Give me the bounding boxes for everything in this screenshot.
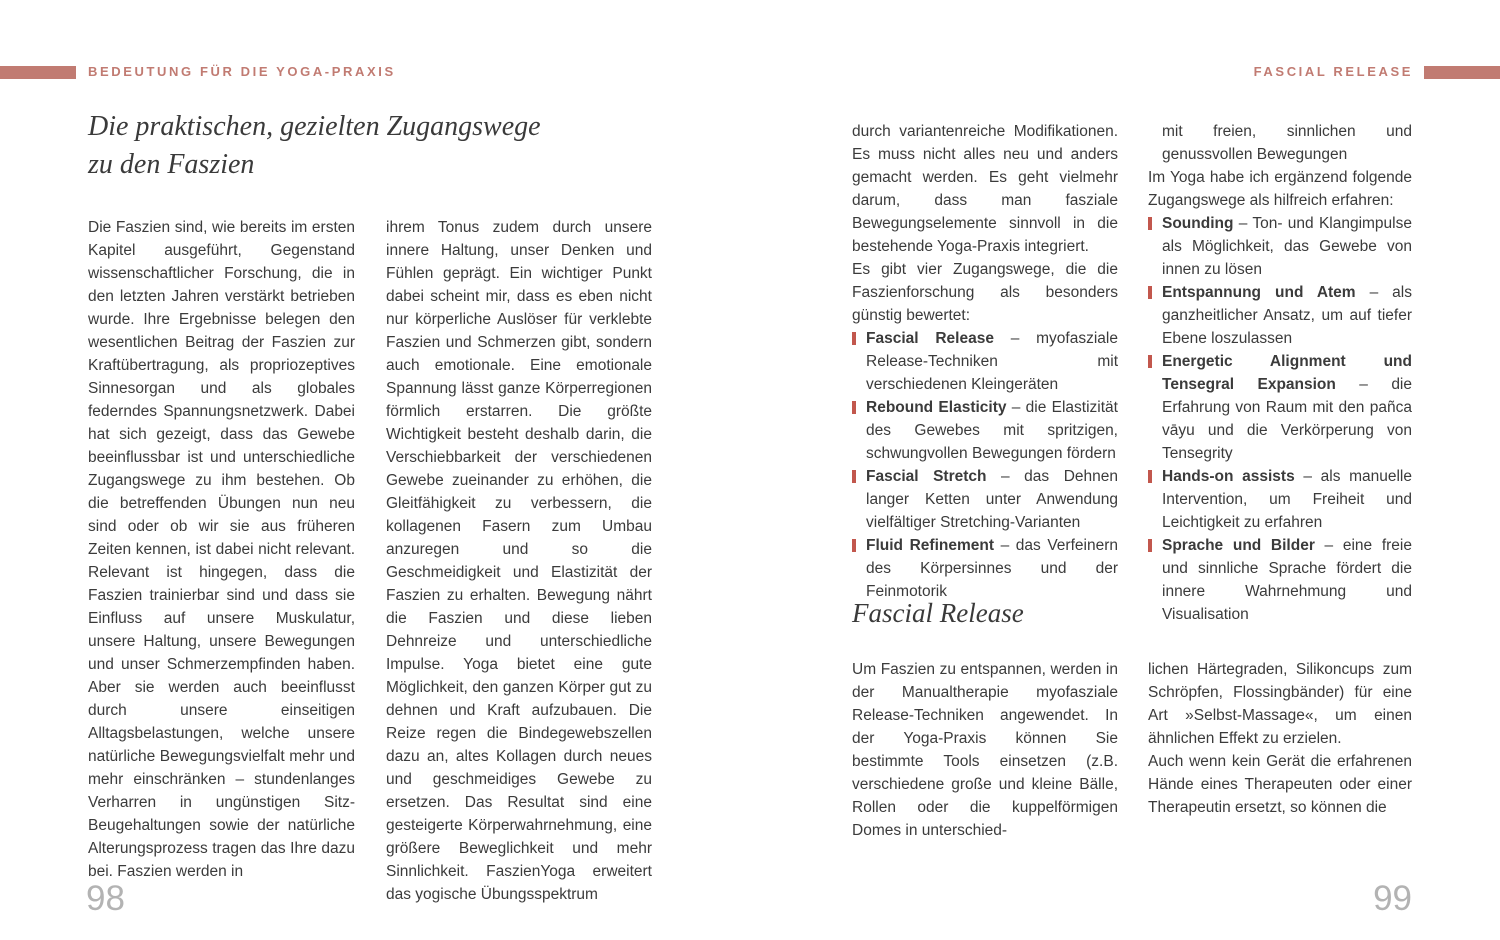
body-paragraph: Um Faszien zu entspannen, werden in der Manualtherapie myofasziale Release-Techniken angewendet. In der Yoga-Praxis können Sie bestimmte Tools einsetzen (z.B. verschiedene große und kleine Bälle, Rollen oder die kuppelförmigen Domes in unterschied- <box>852 661 1118 839</box>
page-title <box>88 108 541 184</box>
body-paragraph: ihrem Tonus zudem durch unsere innere Haltung, unser Denken und Fühlen geprägt. Ein wichtiger Punkt dabei scheint mir, dass es eben nicht nur körperliche Auslöser für verklebte Faszien und Schmerzen gibt, sondern auch emotionale. Eine emotionale Spannung lässt ganze Körperregionen förmlich erstarren. Die größte Wichtigkeit besteht deshalb darin, die Verschiebbarkeit der verschiedenen Gewebe zueinander zu erhöhen, die Gleitfähigkeit zu verbessern, die kollagenen Fasern zum Umbau anzuregen und so die Geschmeidigkeit und Elastizität der Faszien zu erhalten. Bewegung nährt die Faszien und diese lieben Dehnreize und unterschiedliche Impulse. Yoga bietet eine gute Möglichkeit, den ganzen Körper gut zu dehnen und Kraft aufzubauen. Die Reize regen die Bindegewebszellen dazu an, altes Kollagen durch neues und geschmeidiges Gewebe zu ersetzen. Das Resultat sind eine gesteigerte Körperwahrnehmung, eine größere Beweglichkeit und mehr Sinnlichkeit. FaszienYoga erweitert das yogische Übungsspektrum <box>386 219 652 903</box>
page-title-line2: zu den Faszien <box>88 149 255 180</box>
bullet-marker-icon <box>1148 355 1152 368</box>
list-item-term: Energetic Alignment und Tensegral Expansion <box>1162 353 1412 393</box>
list-lead-paragraph: Im Yoga habe ich ergänzend folgende Zugangswege als hilfreich erfahren: <box>1148 169 1412 209</box>
bullet-marker-icon <box>1148 217 1152 230</box>
bullet-marker-icon <box>1148 286 1152 299</box>
running-head-left: BEDEUTUNG FÜR DIE YOGA-PRAXIS <box>88 64 396 79</box>
list-item <box>852 534 1118 603</box>
body-paragraph: Die Faszien sind, wie bereits im ersten Kapitel ausgeführt, Gegenstand wissenschaftlicher Forschung, die in den letzten Jahren verstärkt betrieben wurde. Ihre Ergebnisse belegen den wesentlichen Beitrag der Faszien zur Kraftübertragung, als propriozeptives Sinnesorgan und als globales federndes Spannungsnetzwerk. Dabei hat sich gezeigt, dass das Gewebe beeinflussbar ist und unterschiedliche Zugangswege zu ihm bestehen. Ob die betreffenden Übungen nun neu sind oder ob wir sie aus früheren Zeiten kennen, ist dabei nicht relevant. Relevant ist hingegen, dass die Faszien trainierbar sind und dass sie Einfluss auf unsere Muskulatur, unsere Haltung, unsere Bewegungen und unser Schmerzempfinden haben. Aber sie werden auch beeinflusst durch unsere einseitigen Alltagsbelastungen, welche unsere natürliche Bewegungsvielfalt mehr und mehr einschränken – stundenlanges Verharren in ungünstigen Sitz-Beugehaltungen sowie der natürliche Alterungsprozess tragen das Ihre dazu bei. Faszien werden in <box>88 219 355 880</box>
list-item-text: – die Erfahrung von Raum mit den pañca vāyu und die Verkörperung von Tensegrity <box>1162 376 1413 462</box>
list-item-term: Rebound Elasticity <box>866 399 1007 416</box>
bullet-marker-icon <box>852 470 856 483</box>
right-page-column-2 <box>1148 120 1412 626</box>
body-paragraph: lichen Härtegraden, Silikoncups zum Schröpfen, Flossingbänder) für eine Art »Selbst-Massage«, um einen ähnlichen Effekt zu erzielen. <box>1148 661 1412 747</box>
bullet-marker-icon <box>1148 539 1152 552</box>
page-number-left: 98 <box>86 879 125 918</box>
list-item <box>1148 281 1412 350</box>
left-page-column-1 <box>88 216 355 883</box>
body-paragraph: durch variantenreiche Modifikationen. Es muss nicht alles neu und anders gemacht werden. Es geht vielmehr darum, dass man fasziale Bewegungselemente sinnvoll in die bestehende Yoga-Praxis integriert. <box>852 123 1118 255</box>
list-item-term: Entspannung und Atem <box>1162 284 1356 301</box>
list-item-text: – myofasziale Release-Techniken mit verschiedenen Kleingeräten <box>866 330 1118 393</box>
right-page-column-2-bottom <box>1148 658 1412 819</box>
bullet-marker-icon <box>852 332 856 345</box>
list-item-text: – als ganzheitlicher Ansatz, um auf tiefer Ebene loszulassen <box>1162 284 1412 347</box>
right-page-column-1 <box>852 120 1118 603</box>
list-item <box>852 396 1118 465</box>
list-item-text: – Ton- und Klangimpulse als Möglichkeit, das Gewebe von innen zu lösen <box>1162 215 1412 278</box>
list-item-term: Hands-on assists <box>1162 468 1295 485</box>
bullet-marker-icon <box>852 401 856 414</box>
list-item-term: Fluid Refinement <box>866 537 994 554</box>
list-item-term: Fascial Release <box>866 330 994 347</box>
section-title: Fascial Release <box>852 598 1024 628</box>
list-item <box>1148 534 1412 626</box>
list-item-term: Sounding <box>1162 215 1234 232</box>
list-item <box>852 327 1118 396</box>
header-accent-bar-right <box>1424 66 1500 79</box>
list-item-term: Fascial Stretch <box>866 468 987 485</box>
list-item <box>1148 350 1412 465</box>
list-item-text: – die Elastizität des Gewebes mit spritzigen, schwungvollen Bewegungen fördern <box>866 399 1118 462</box>
list-item-term: Sprache und Bilder <box>1162 537 1315 554</box>
body-paragraph: Auch wenn kein Gerät die erfahrenen Hände eines Therapeuten oder einer Therapeutin ersetzt, so können die <box>1148 753 1412 816</box>
bullet-marker-icon <box>852 539 856 552</box>
list-item <box>1148 212 1412 281</box>
list-lead-paragraph: Es gibt vier Zugangswege, die die Faszienforschung als besonders günstig bewertet: <box>852 261 1118 324</box>
running-head-right: FASCIAL RELEASE <box>1253 64 1413 79</box>
list-item <box>1148 465 1412 534</box>
page-title-line1: Die praktischen, gezielten Zugangswege <box>88 111 541 142</box>
header-accent-bar-left <box>0 66 76 79</box>
list-item-text: – eine freie und sinnliche Sprache fördert die innere Wahrnehmung und Visualisation <box>1162 537 1412 623</box>
list-item-text: – das Dehnen langer Ketten unter Anwendung vielfältiger Stretching-Varianten <box>866 468 1118 531</box>
right-page-column-1-bottom <box>852 658 1118 842</box>
list-item <box>852 465 1118 534</box>
list-item-continuation: mit freien, sinnlichen und genussvollen Bewegungen <box>1162 123 1412 163</box>
page-number-right: 99 <box>1373 879 1412 918</box>
bullet-marker-icon <box>1148 470 1152 483</box>
left-page-column-2 <box>386 216 652 906</box>
list-item-text: – als manuelle Intervention, um Freiheit und Leichtigkeit zu erfahren <box>1162 468 1412 531</box>
list-item-text: – das Verfeinern des Körpersinnes und der Feinmotorik <box>866 537 1118 600</box>
